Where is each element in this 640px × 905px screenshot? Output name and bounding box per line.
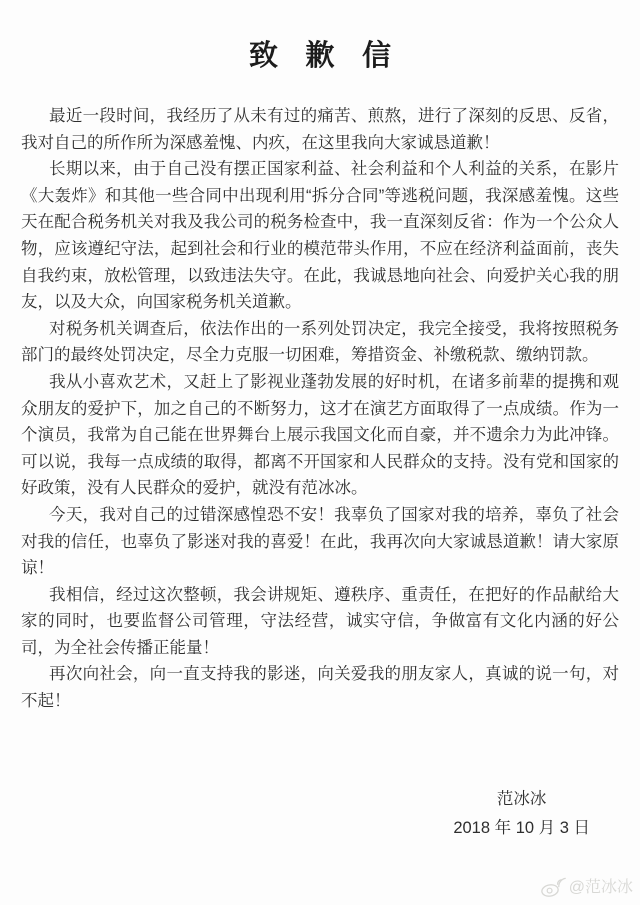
letter-paragraph-6: 我相信，经过这次整顿，我会讲规矩、遵秩序、重责任，在把好的作品献给大家的同时，也要监督公司管理，守法经营，诚实守信，争做富有文化内涵的好公司，为全社会传播正能量！ bbox=[21, 585, 619, 657]
letter-paragraph-4: 我从小喜欢艺术，又赶上了影视业蓬勃发展的好时机，在诸多前辈的提携和观众朋友的爱护下，加之自己的不断努力，这才在演艺方面取得了一点成绩。作为一个演员，我常为自己能在世界舞台上展示我国文化而自豪，并不遗余力为此冲锋。可以说，我每一点成绩的取得，都离不开国家和人民群众的支持。没有党和国家的好政策，没有人民群众的爱护，就没有范冰冰。 bbox=[21, 372, 619, 498]
letter-paragraph-5: 今天，我对自己的过错深感惶恐不安！我辜负了国家对我的培养，辜负了社会对我的信任，也辜负了影迷对我的喜爱！在此，我再次向大家诚恳道歉！请大家原谅！ bbox=[21, 505, 619, 578]
signature-name: 范冰冰 bbox=[496, 789, 547, 808]
letter-paragraph-1: 最近一段时间，我经历了从未有过的痛苦、煎熬，进行了深刻的反思、反省，我对自己的所作所为深感羞愧、内疚，在这里我向大家诚恳道歉！ bbox=[21, 107, 619, 152]
signature-block bbox=[0, 785, 640, 843]
signature-date: 2018 年 10 月 3 日 bbox=[453, 818, 590, 837]
letter-paragraph-7: 再次向社会，向一直支持我的影迷，向关爱我的朋友家人，真诚的说一句，对不起！ bbox=[21, 665, 619, 711]
weibo-icon bbox=[540, 877, 566, 898]
letter-paragraph-3: 对税务机关调查后，依法作出的一系列处罚决定，我完全接受，我将按照税务部门的最终处罚决定，尽全力克服一切困难，筹措资金、补缴税款、缴纳罚款。 bbox=[21, 319, 619, 365]
letter-body bbox=[0, 103, 640, 715]
weibo-watermark bbox=[540, 877, 633, 898]
letter-paragraph-2: 长期以来，由于自己没有摆正国家利益、社会利益和个人利益的关系，在影片《大轰炸》和其他一些合同中出现利用“拆分合同”等逃税问题，我深感羞愧。这些天在配合税务机关对我及我公司的税务检查中，我一直深刻反省：作为一个公众人物，应该遵纪守法，起到社会和行业的模范带头作用，不应在经济利益面前，丧失自我约束，放松管理，以致违法失守。在此，我诚恳地向社会、向爱护关心我的朋友，以及大众，向国家税务机关道歉。 bbox=[21, 160, 619, 312]
letter-title: 致歉信 bbox=[248, 40, 419, 72]
watermark-handle: @范冰冰 bbox=[568, 878, 633, 896]
